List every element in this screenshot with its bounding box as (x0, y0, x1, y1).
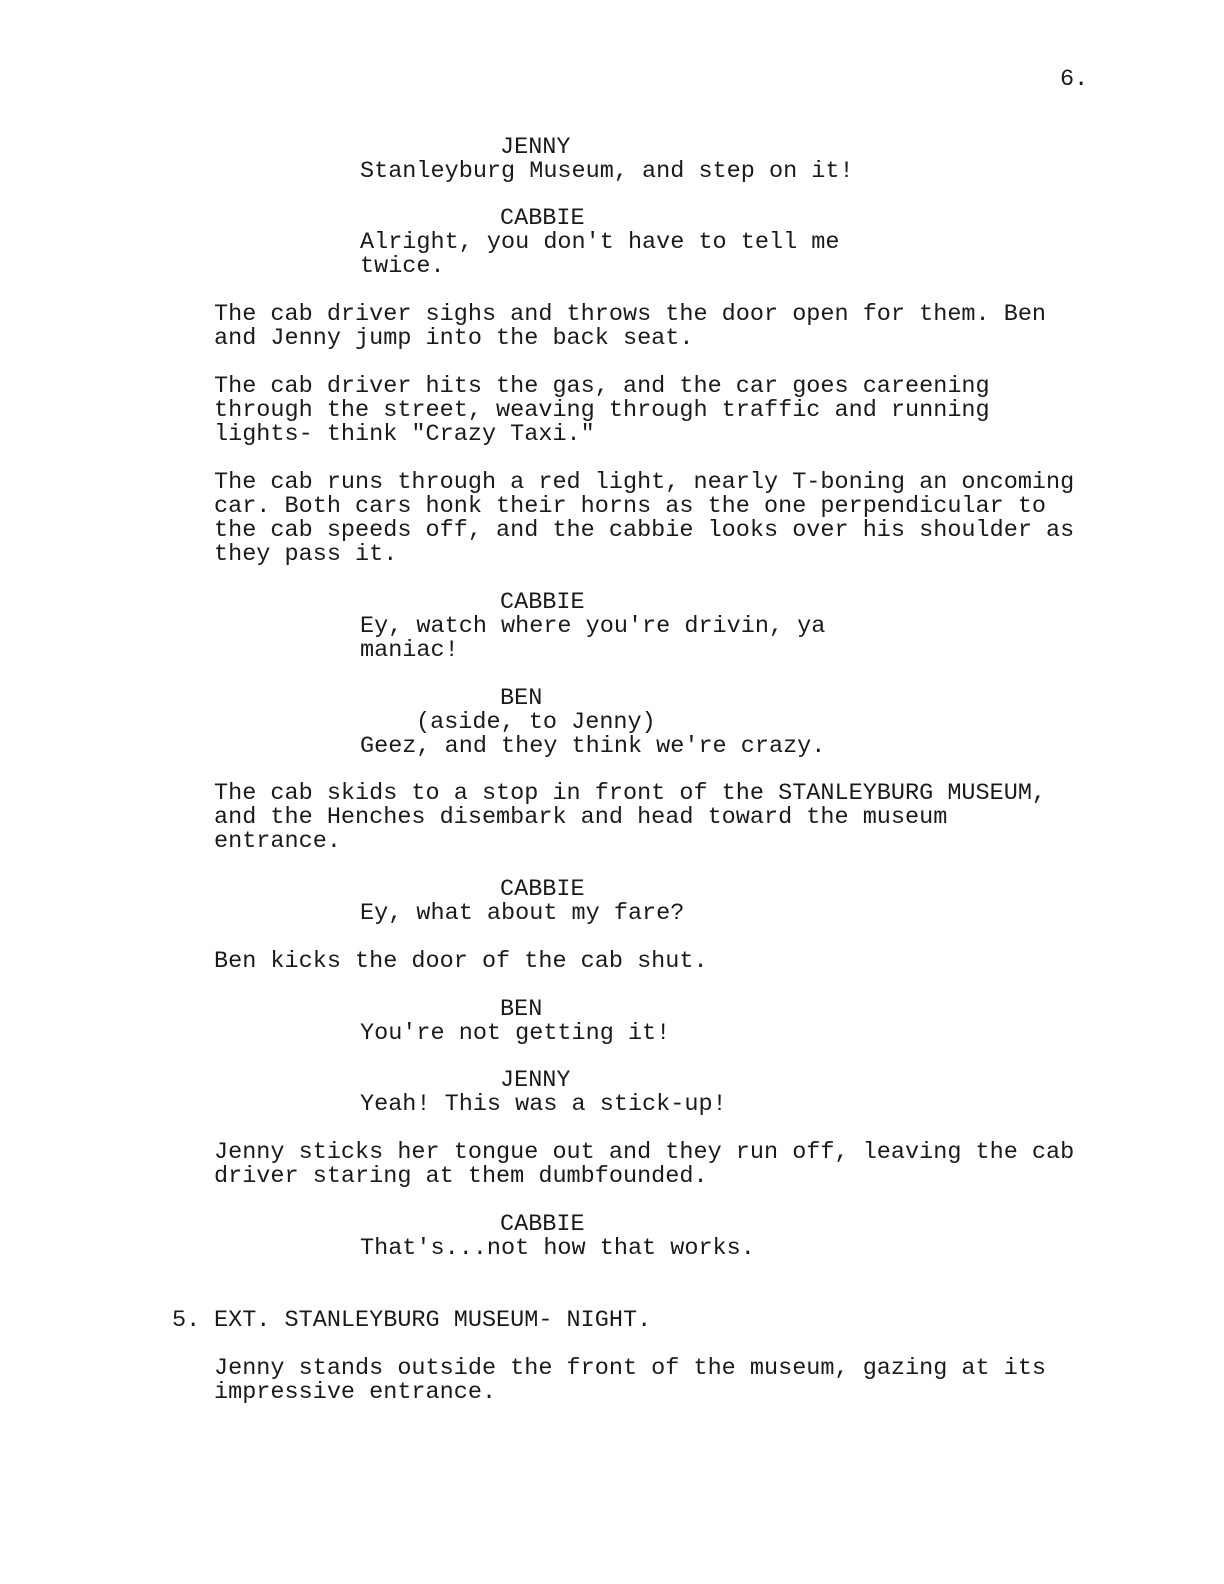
action-line: they pass it. (214, 541, 398, 568)
dialogue-line: twice. (360, 253, 445, 280)
dialogue-line: Alright, you don't have to tell me (360, 229, 840, 256)
action-line: Jenny sticks her tongue out and they run off, leaving the cab (214, 1139, 1075, 1166)
character-name: BEN (500, 685, 543, 712)
dialogue-line: Geez, and they think we're crazy. (360, 733, 826, 760)
scene-heading: EXT. STANLEYBURG MUSEUM- NIGHT. (214, 1307, 652, 1334)
character-name: CABBIE (500, 589, 585, 616)
dialogue-line: Ey, what about my fare? (360, 900, 685, 927)
action-line: The cab driver hits the gas, and the car goes careening (214, 373, 990, 400)
action-line: entrance. (214, 828, 341, 855)
character-name: CABBIE (500, 205, 585, 232)
action-line: impressive entrance. (214, 1379, 497, 1406)
page-number: 6. (1060, 66, 1089, 93)
character-name: CABBIE (500, 876, 585, 903)
action-line: car. Both cars honk their horns as the one perpendicular to (214, 493, 1047, 520)
action-line: Ben kicks the door of the cab shut. (214, 948, 708, 975)
character-name: JENNY (500, 1067, 571, 1094)
action-line: through the street, weaving through traffic and running (214, 397, 990, 424)
dialogue-line: You're not getting it! (360, 1020, 671, 1047)
action-line: The cab driver sighs and throws the door open for them. Ben (214, 301, 1047, 328)
scene-number: 5. (172, 1307, 201, 1334)
dialogue-line: Yeah! This was a stick-up! (360, 1091, 727, 1118)
action-line: Jenny stands outside the front of the museum, gazing at its (214, 1355, 1047, 1382)
action-line: lights- think "Crazy Taxi." (214, 421, 595, 448)
dialogue-line: That's...not how that works. (360, 1235, 755, 1262)
action-line: the cab speeds off, and the cabbie looks over his shoulder as (214, 517, 1075, 544)
action-line: The cab skids to a stop in front of the STANLEYBURG MUSEUM, (214, 780, 1047, 807)
character-name: BEN (500, 996, 543, 1023)
action-line: and the Henches disembark and head toward the museum (214, 804, 948, 831)
action-line: driver staring at them dumbfounded. (214, 1163, 708, 1190)
dialogue-line: Stanleyburg Museum, and step on it! (360, 158, 854, 185)
character-name: CABBIE (500, 1211, 585, 1238)
dialogue-line: Ey, watch where you're drivin, ya (360, 613, 826, 640)
action-line: The cab runs through a red light, nearly T-boning an oncoming (214, 469, 1075, 496)
dialogue-line: maniac! (360, 637, 459, 664)
action-line: and Jenny jump into the back seat. (214, 325, 694, 352)
parenthetical: (aside, to Jenny) (416, 709, 656, 736)
character-name: JENNY (500, 134, 571, 161)
